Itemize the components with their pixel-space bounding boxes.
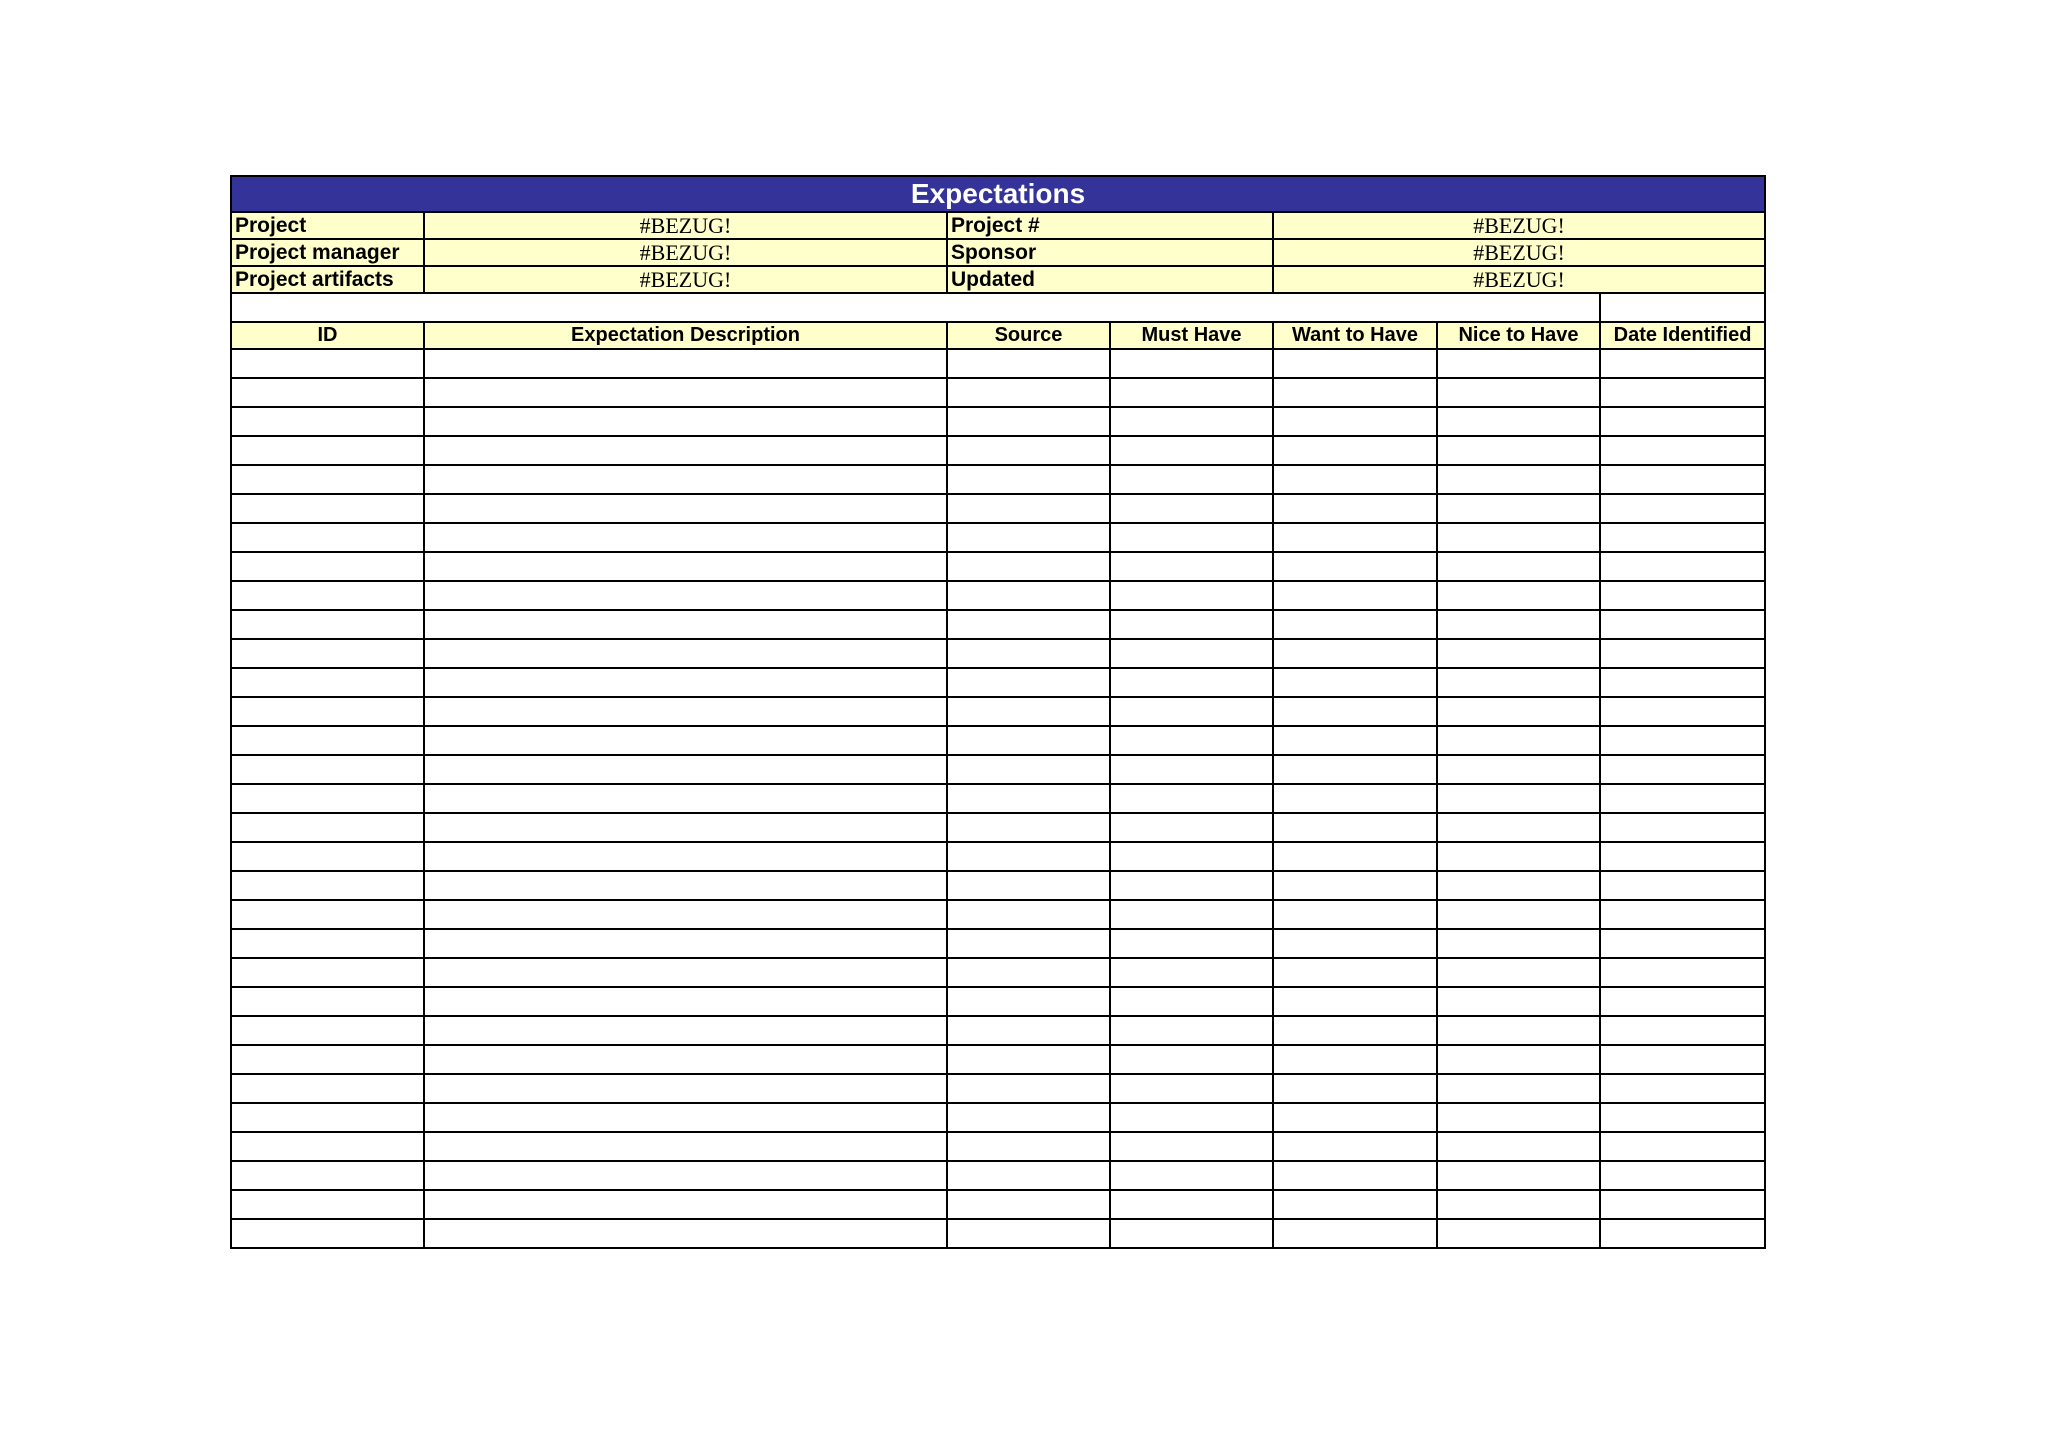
nice-to-have-cell[interactable] xyxy=(1437,987,1600,1016)
date-identified-cell[interactable] xyxy=(1600,1190,1765,1219)
must-have-cell[interactable] xyxy=(1110,407,1273,436)
must-have-cell[interactable] xyxy=(1110,1219,1273,1248)
want-to-have-cell[interactable] xyxy=(1273,465,1437,494)
id-cell[interactable] xyxy=(231,1161,424,1190)
id-cell[interactable] xyxy=(231,465,424,494)
source-cell[interactable] xyxy=(947,1190,1110,1219)
want-to-have-cell[interactable] xyxy=(1273,523,1437,552)
source-cell[interactable] xyxy=(947,784,1110,813)
description-cell[interactable] xyxy=(424,639,947,668)
table-row xyxy=(231,1016,1765,1045)
updated-value[interactable]: #BEZUG! xyxy=(1273,266,1765,293)
want-to-have-cell[interactable] xyxy=(1273,726,1437,755)
want-to-have-cell[interactable] xyxy=(1273,1132,1437,1161)
must-have-cell[interactable] xyxy=(1110,668,1273,697)
date-identified-cell[interactable] xyxy=(1600,349,1765,378)
info-row-artifacts xyxy=(231,266,1765,293)
table-row xyxy=(231,842,1765,871)
must-have-cell[interactable] xyxy=(1110,1103,1273,1132)
source-cell[interactable] xyxy=(947,552,1110,581)
want-to-have-cell[interactable] xyxy=(1273,668,1437,697)
description-cell[interactable] xyxy=(424,1045,947,1074)
table-row xyxy=(231,1219,1765,1248)
nice-to-have-cell[interactable] xyxy=(1437,349,1600,378)
description-cell[interactable] xyxy=(424,378,947,407)
source-cell[interactable] xyxy=(947,987,1110,1016)
nice-to-have-cell[interactable] xyxy=(1437,465,1600,494)
must-have-cell[interactable] xyxy=(1110,755,1273,784)
nice-to-have-cell[interactable] xyxy=(1437,552,1600,581)
description-cell[interactable] xyxy=(424,842,947,871)
date-identified-cell[interactable] xyxy=(1600,697,1765,726)
description-cell[interactable] xyxy=(424,1132,947,1161)
date-identified-cell[interactable] xyxy=(1600,1016,1765,1045)
date-identified-cell[interactable] xyxy=(1600,1074,1765,1103)
want-to-have-cell[interactable] xyxy=(1273,958,1437,987)
source-cell[interactable] xyxy=(947,436,1110,465)
id-cell[interactable] xyxy=(231,1132,424,1161)
id-cell[interactable] xyxy=(231,1219,424,1248)
description-cell[interactable] xyxy=(424,987,947,1016)
nice-to-have-cell[interactable] xyxy=(1437,610,1600,639)
must-have-cell[interactable] xyxy=(1110,523,1273,552)
description-cell[interactable] xyxy=(424,900,947,929)
must-have-cell[interactable] xyxy=(1110,610,1273,639)
source-cell[interactable] xyxy=(947,813,1110,842)
sponsor-value[interactable]: #BEZUG! xyxy=(1273,239,1765,266)
nice-to-have-cell[interactable] xyxy=(1437,1219,1600,1248)
table-row xyxy=(231,407,1765,436)
id-cell[interactable] xyxy=(231,494,424,523)
table-row xyxy=(231,610,1765,639)
column-header-nice-to-have[interactable]: Nice to Have xyxy=(1437,322,1600,349)
description-cell[interactable] xyxy=(424,813,947,842)
id-cell[interactable] xyxy=(231,378,424,407)
table-row xyxy=(231,1074,1765,1103)
must-have-cell[interactable] xyxy=(1110,465,1273,494)
description-cell[interactable] xyxy=(424,552,947,581)
want-to-have-cell[interactable] xyxy=(1273,1161,1437,1190)
date-identified-cell[interactable] xyxy=(1600,1045,1765,1074)
table-row xyxy=(231,1190,1765,1219)
must-have-cell[interactable] xyxy=(1110,842,1273,871)
description-cell[interactable] xyxy=(424,1074,947,1103)
description-cell[interactable] xyxy=(424,581,947,610)
sponsor-label[interactable]: Sponsor xyxy=(947,239,1273,266)
nice-to-have-cell[interactable] xyxy=(1437,1190,1600,1219)
source-cell[interactable] xyxy=(947,1132,1110,1161)
date-identified-cell[interactable] xyxy=(1600,610,1765,639)
id-cell[interactable] xyxy=(231,697,424,726)
want-to-have-cell[interactable] xyxy=(1273,610,1437,639)
table-row xyxy=(231,755,1765,784)
date-identified-cell[interactable] xyxy=(1600,929,1765,958)
table-row xyxy=(231,784,1765,813)
nice-to-have-cell[interactable] xyxy=(1437,378,1600,407)
table-row xyxy=(231,900,1765,929)
nice-to-have-cell[interactable] xyxy=(1437,958,1600,987)
table-row xyxy=(231,929,1765,958)
must-have-cell[interactable] xyxy=(1110,726,1273,755)
want-to-have-cell[interactable] xyxy=(1273,581,1437,610)
date-identified-cell[interactable] xyxy=(1600,552,1765,581)
id-cell[interactable] xyxy=(231,1045,424,1074)
must-have-cell[interactable] xyxy=(1110,987,1273,1016)
want-to-have-cell[interactable] xyxy=(1273,871,1437,900)
id-cell[interactable] xyxy=(231,1016,424,1045)
source-cell[interactable] xyxy=(947,871,1110,900)
nice-to-have-cell[interactable] xyxy=(1437,900,1600,929)
nice-to-have-cell[interactable] xyxy=(1437,1016,1600,1045)
must-have-cell[interactable] xyxy=(1110,494,1273,523)
nice-to-have-cell[interactable] xyxy=(1437,813,1600,842)
must-have-cell[interactable] xyxy=(1110,813,1273,842)
date-identified-cell[interactable] xyxy=(1600,1132,1765,1161)
must-have-cell[interactable] xyxy=(1110,1190,1273,1219)
nice-to-have-cell[interactable] xyxy=(1437,494,1600,523)
date-identified-cell[interactable] xyxy=(1600,523,1765,552)
want-to-have-cell[interactable] xyxy=(1273,813,1437,842)
table-row xyxy=(231,581,1765,610)
source-cell[interactable] xyxy=(947,1045,1110,1074)
table-row xyxy=(231,436,1765,465)
date-identified-cell[interactable] xyxy=(1600,465,1765,494)
want-to-have-cell[interactable] xyxy=(1273,552,1437,581)
want-to-have-cell[interactable] xyxy=(1273,1045,1437,1074)
id-cell[interactable] xyxy=(231,842,424,871)
nice-to-have-cell[interactable] xyxy=(1437,581,1600,610)
source-cell[interactable] xyxy=(947,1103,1110,1132)
want-to-have-cell[interactable] xyxy=(1273,784,1437,813)
date-identified-cell[interactable] xyxy=(1600,581,1765,610)
spacer-cell[interactable] xyxy=(231,293,1600,322)
date-identified-cell[interactable] xyxy=(1600,755,1765,784)
description-cell[interactable] xyxy=(424,407,947,436)
source-cell[interactable] xyxy=(947,610,1110,639)
table-row xyxy=(231,726,1765,755)
description-cell[interactable] xyxy=(424,436,947,465)
source-cell[interactable] xyxy=(947,378,1110,407)
nice-to-have-cell[interactable] xyxy=(1437,871,1600,900)
source-cell[interactable] xyxy=(947,465,1110,494)
id-cell[interactable] xyxy=(231,407,424,436)
source-cell[interactable] xyxy=(947,958,1110,987)
must-have-cell[interactable] xyxy=(1110,784,1273,813)
project-label[interactable]: Project xyxy=(231,212,424,239)
description-cell[interactable] xyxy=(424,465,947,494)
nice-to-have-cell[interactable] xyxy=(1437,1103,1600,1132)
want-to-have-cell[interactable] xyxy=(1273,842,1437,871)
description-cell[interactable] xyxy=(424,523,947,552)
must-have-cell[interactable] xyxy=(1110,871,1273,900)
description-cell[interactable] xyxy=(424,1190,947,1219)
table-row xyxy=(231,697,1765,726)
nice-to-have-cell[interactable] xyxy=(1437,668,1600,697)
must-have-cell[interactable] xyxy=(1110,1161,1273,1190)
table-row xyxy=(231,1161,1765,1190)
want-to-have-cell[interactable] xyxy=(1273,1016,1437,1045)
info-row-project xyxy=(231,212,1765,239)
id-cell[interactable] xyxy=(231,987,424,1016)
source-cell[interactable] xyxy=(947,407,1110,436)
date-identified-cell[interactable] xyxy=(1600,668,1765,697)
table-row xyxy=(231,813,1765,842)
id-cell[interactable] xyxy=(231,349,424,378)
date-identified-cell[interactable] xyxy=(1600,378,1765,407)
want-to-have-cell[interactable] xyxy=(1273,697,1437,726)
source-cell[interactable] xyxy=(947,929,1110,958)
description-cell[interactable] xyxy=(424,1219,947,1248)
must-have-cell[interactable] xyxy=(1110,1045,1273,1074)
id-cell[interactable] xyxy=(231,784,424,813)
description-cell[interactable] xyxy=(424,668,947,697)
date-identified-cell[interactable] xyxy=(1600,842,1765,871)
column-header-source[interactable]: Source xyxy=(947,322,1110,349)
id-cell[interactable] xyxy=(231,1074,424,1103)
description-cell[interactable] xyxy=(424,1016,947,1045)
description-cell[interactable] xyxy=(424,610,947,639)
date-identified-cell[interactable] xyxy=(1600,900,1765,929)
source-cell[interactable] xyxy=(947,1016,1110,1045)
want-to-have-cell[interactable] xyxy=(1273,929,1437,958)
source-cell[interactable] xyxy=(947,668,1110,697)
description-cell[interactable] xyxy=(424,929,947,958)
table-row xyxy=(231,1045,1765,1074)
description-cell[interactable] xyxy=(424,349,947,378)
must-have-cell[interactable] xyxy=(1110,639,1273,668)
id-cell[interactable] xyxy=(231,726,424,755)
date-identified-cell[interactable] xyxy=(1600,1219,1765,1248)
date-identified-cell[interactable] xyxy=(1600,784,1765,813)
want-to-have-cell[interactable] xyxy=(1273,755,1437,784)
source-cell[interactable] xyxy=(947,755,1110,784)
project-number-label[interactable]: Project # xyxy=(947,212,1273,239)
source-cell[interactable] xyxy=(947,900,1110,929)
id-cell[interactable] xyxy=(231,929,424,958)
nice-to-have-cell[interactable] xyxy=(1437,523,1600,552)
id-cell[interactable] xyxy=(231,436,424,465)
date-identified-cell[interactable] xyxy=(1600,639,1765,668)
nice-to-have-cell[interactable] xyxy=(1437,697,1600,726)
want-to-have-cell[interactable] xyxy=(1273,349,1437,378)
table-row xyxy=(231,523,1765,552)
table-row xyxy=(231,668,1765,697)
table-row xyxy=(231,349,1765,378)
table-row xyxy=(231,987,1765,1016)
date-identified-cell[interactable] xyxy=(1600,987,1765,1016)
project-manager-label[interactable]: Project manager xyxy=(231,239,424,266)
sheet-title[interactable]: Expectations xyxy=(231,176,1765,212)
date-identified-cell[interactable] xyxy=(1600,726,1765,755)
date-identified-cell[interactable] xyxy=(1600,436,1765,465)
nice-to-have-cell[interactable] xyxy=(1437,842,1600,871)
id-cell[interactable] xyxy=(231,871,424,900)
table-row xyxy=(231,639,1765,668)
nice-to-have-cell[interactable] xyxy=(1437,639,1600,668)
must-have-cell[interactable] xyxy=(1110,581,1273,610)
project-number-value[interactable]: #BEZUG! xyxy=(1273,212,1765,239)
description-cell[interactable] xyxy=(424,726,947,755)
spacer-row xyxy=(231,293,1765,322)
want-to-have-cell[interactable] xyxy=(1273,407,1437,436)
description-cell[interactable] xyxy=(424,784,947,813)
nice-to-have-cell[interactable] xyxy=(1437,929,1600,958)
must-have-cell[interactable] xyxy=(1110,349,1273,378)
date-identified-cell[interactable] xyxy=(1600,813,1765,842)
nice-to-have-cell[interactable] xyxy=(1437,1132,1600,1161)
source-cell[interactable] xyxy=(947,697,1110,726)
must-have-cell[interactable] xyxy=(1110,1074,1273,1103)
must-have-cell[interactable] xyxy=(1110,958,1273,987)
id-cell[interactable] xyxy=(231,523,424,552)
id-cell[interactable] xyxy=(231,900,424,929)
must-have-cell[interactable] xyxy=(1110,1132,1273,1161)
table-row xyxy=(231,871,1765,900)
id-cell[interactable] xyxy=(231,610,424,639)
description-cell[interactable] xyxy=(424,1161,947,1190)
nice-to-have-cell[interactable] xyxy=(1437,1161,1600,1190)
want-to-have-cell[interactable] xyxy=(1273,1190,1437,1219)
id-cell[interactable] xyxy=(231,1103,424,1132)
column-header-want-to-have[interactable]: Want to Have xyxy=(1273,322,1437,349)
project-value[interactable]: #BEZUG! xyxy=(424,212,947,239)
want-to-have-cell[interactable] xyxy=(1273,900,1437,929)
date-identified-cell[interactable] xyxy=(1600,407,1765,436)
must-have-cell[interactable] xyxy=(1110,900,1273,929)
nice-to-have-cell[interactable] xyxy=(1437,1074,1600,1103)
column-header-row xyxy=(231,322,1765,349)
want-to-have-cell[interactable] xyxy=(1273,494,1437,523)
date-identified-cell[interactable] xyxy=(1600,494,1765,523)
want-to-have-cell[interactable] xyxy=(1273,1074,1437,1103)
nice-to-have-cell[interactable] xyxy=(1437,784,1600,813)
table-row xyxy=(231,465,1765,494)
must-have-cell[interactable] xyxy=(1110,1016,1273,1045)
nice-to-have-cell[interactable] xyxy=(1437,407,1600,436)
description-cell[interactable] xyxy=(424,755,947,784)
column-header-id[interactable]: ID xyxy=(231,322,424,349)
project-manager-value[interactable]: #BEZUG! xyxy=(424,239,947,266)
id-cell[interactable] xyxy=(231,1190,424,1219)
project-artifacts-label[interactable]: Project artifacts xyxy=(231,266,424,293)
id-cell[interactable] xyxy=(231,639,424,668)
source-cell[interactable] xyxy=(947,842,1110,871)
date-identified-cell[interactable] xyxy=(1600,1103,1765,1132)
description-cell[interactable] xyxy=(424,958,947,987)
want-to-have-cell[interactable] xyxy=(1273,378,1437,407)
title-row xyxy=(231,176,1765,212)
source-cell[interactable] xyxy=(947,581,1110,610)
id-cell[interactable] xyxy=(231,581,424,610)
table-row xyxy=(231,958,1765,987)
source-cell[interactable] xyxy=(947,639,1110,668)
table-row xyxy=(231,378,1765,407)
must-have-cell[interactable] xyxy=(1110,552,1273,581)
want-to-have-cell[interactable] xyxy=(1273,639,1437,668)
must-have-cell[interactable] xyxy=(1110,929,1273,958)
id-cell[interactable] xyxy=(231,958,424,987)
source-cell[interactable] xyxy=(947,1219,1110,1248)
description-cell[interactable] xyxy=(424,871,947,900)
info-row-manager xyxy=(231,239,1765,266)
id-cell[interactable] xyxy=(231,755,424,784)
project-artifacts-value[interactable]: #BEZUG! xyxy=(424,266,947,293)
id-cell[interactable] xyxy=(231,668,424,697)
table-row xyxy=(231,552,1765,581)
nice-to-have-cell[interactable] xyxy=(1437,1045,1600,1074)
must-have-cell[interactable] xyxy=(1110,436,1273,465)
want-to-have-cell[interactable] xyxy=(1273,1219,1437,1248)
want-to-have-cell[interactable] xyxy=(1273,1103,1437,1132)
id-cell[interactable] xyxy=(231,813,424,842)
must-have-cell[interactable] xyxy=(1110,378,1273,407)
table-row xyxy=(231,494,1765,523)
source-cell[interactable] xyxy=(947,494,1110,523)
source-cell[interactable] xyxy=(947,349,1110,378)
nice-to-have-cell[interactable] xyxy=(1437,436,1600,465)
expectations-sheet xyxy=(230,175,1764,1249)
want-to-have-cell[interactable] xyxy=(1273,987,1437,1016)
expectations-table xyxy=(230,175,1766,1249)
source-cell[interactable] xyxy=(947,1161,1110,1190)
date-identified-cell[interactable] xyxy=(1600,1161,1765,1190)
source-cell[interactable] xyxy=(947,523,1110,552)
description-cell[interactable] xyxy=(424,1103,947,1132)
date-identified-cell[interactable] xyxy=(1600,871,1765,900)
column-header-date-identified[interactable]: Date Identified xyxy=(1600,322,1765,349)
must-have-cell[interactable] xyxy=(1110,697,1273,726)
source-cell[interactable] xyxy=(947,726,1110,755)
description-cell[interactable] xyxy=(424,697,947,726)
updated-label[interactable]: Updated xyxy=(947,266,1273,293)
table-row xyxy=(231,1103,1765,1132)
column-header-description[interactable]: Expectation Description xyxy=(424,322,947,349)
spacer-cell-end[interactable] xyxy=(1600,293,1765,322)
column-header-must-have[interactable]: Must Have xyxy=(1110,322,1273,349)
source-cell[interactable] xyxy=(947,1074,1110,1103)
nice-to-have-cell[interactable] xyxy=(1437,726,1600,755)
want-to-have-cell[interactable] xyxy=(1273,436,1437,465)
nice-to-have-cell[interactable] xyxy=(1437,755,1600,784)
id-cell[interactable] xyxy=(231,552,424,581)
date-identified-cell[interactable] xyxy=(1600,958,1765,987)
table-row xyxy=(231,1132,1765,1161)
description-cell[interactable] xyxy=(424,494,947,523)
